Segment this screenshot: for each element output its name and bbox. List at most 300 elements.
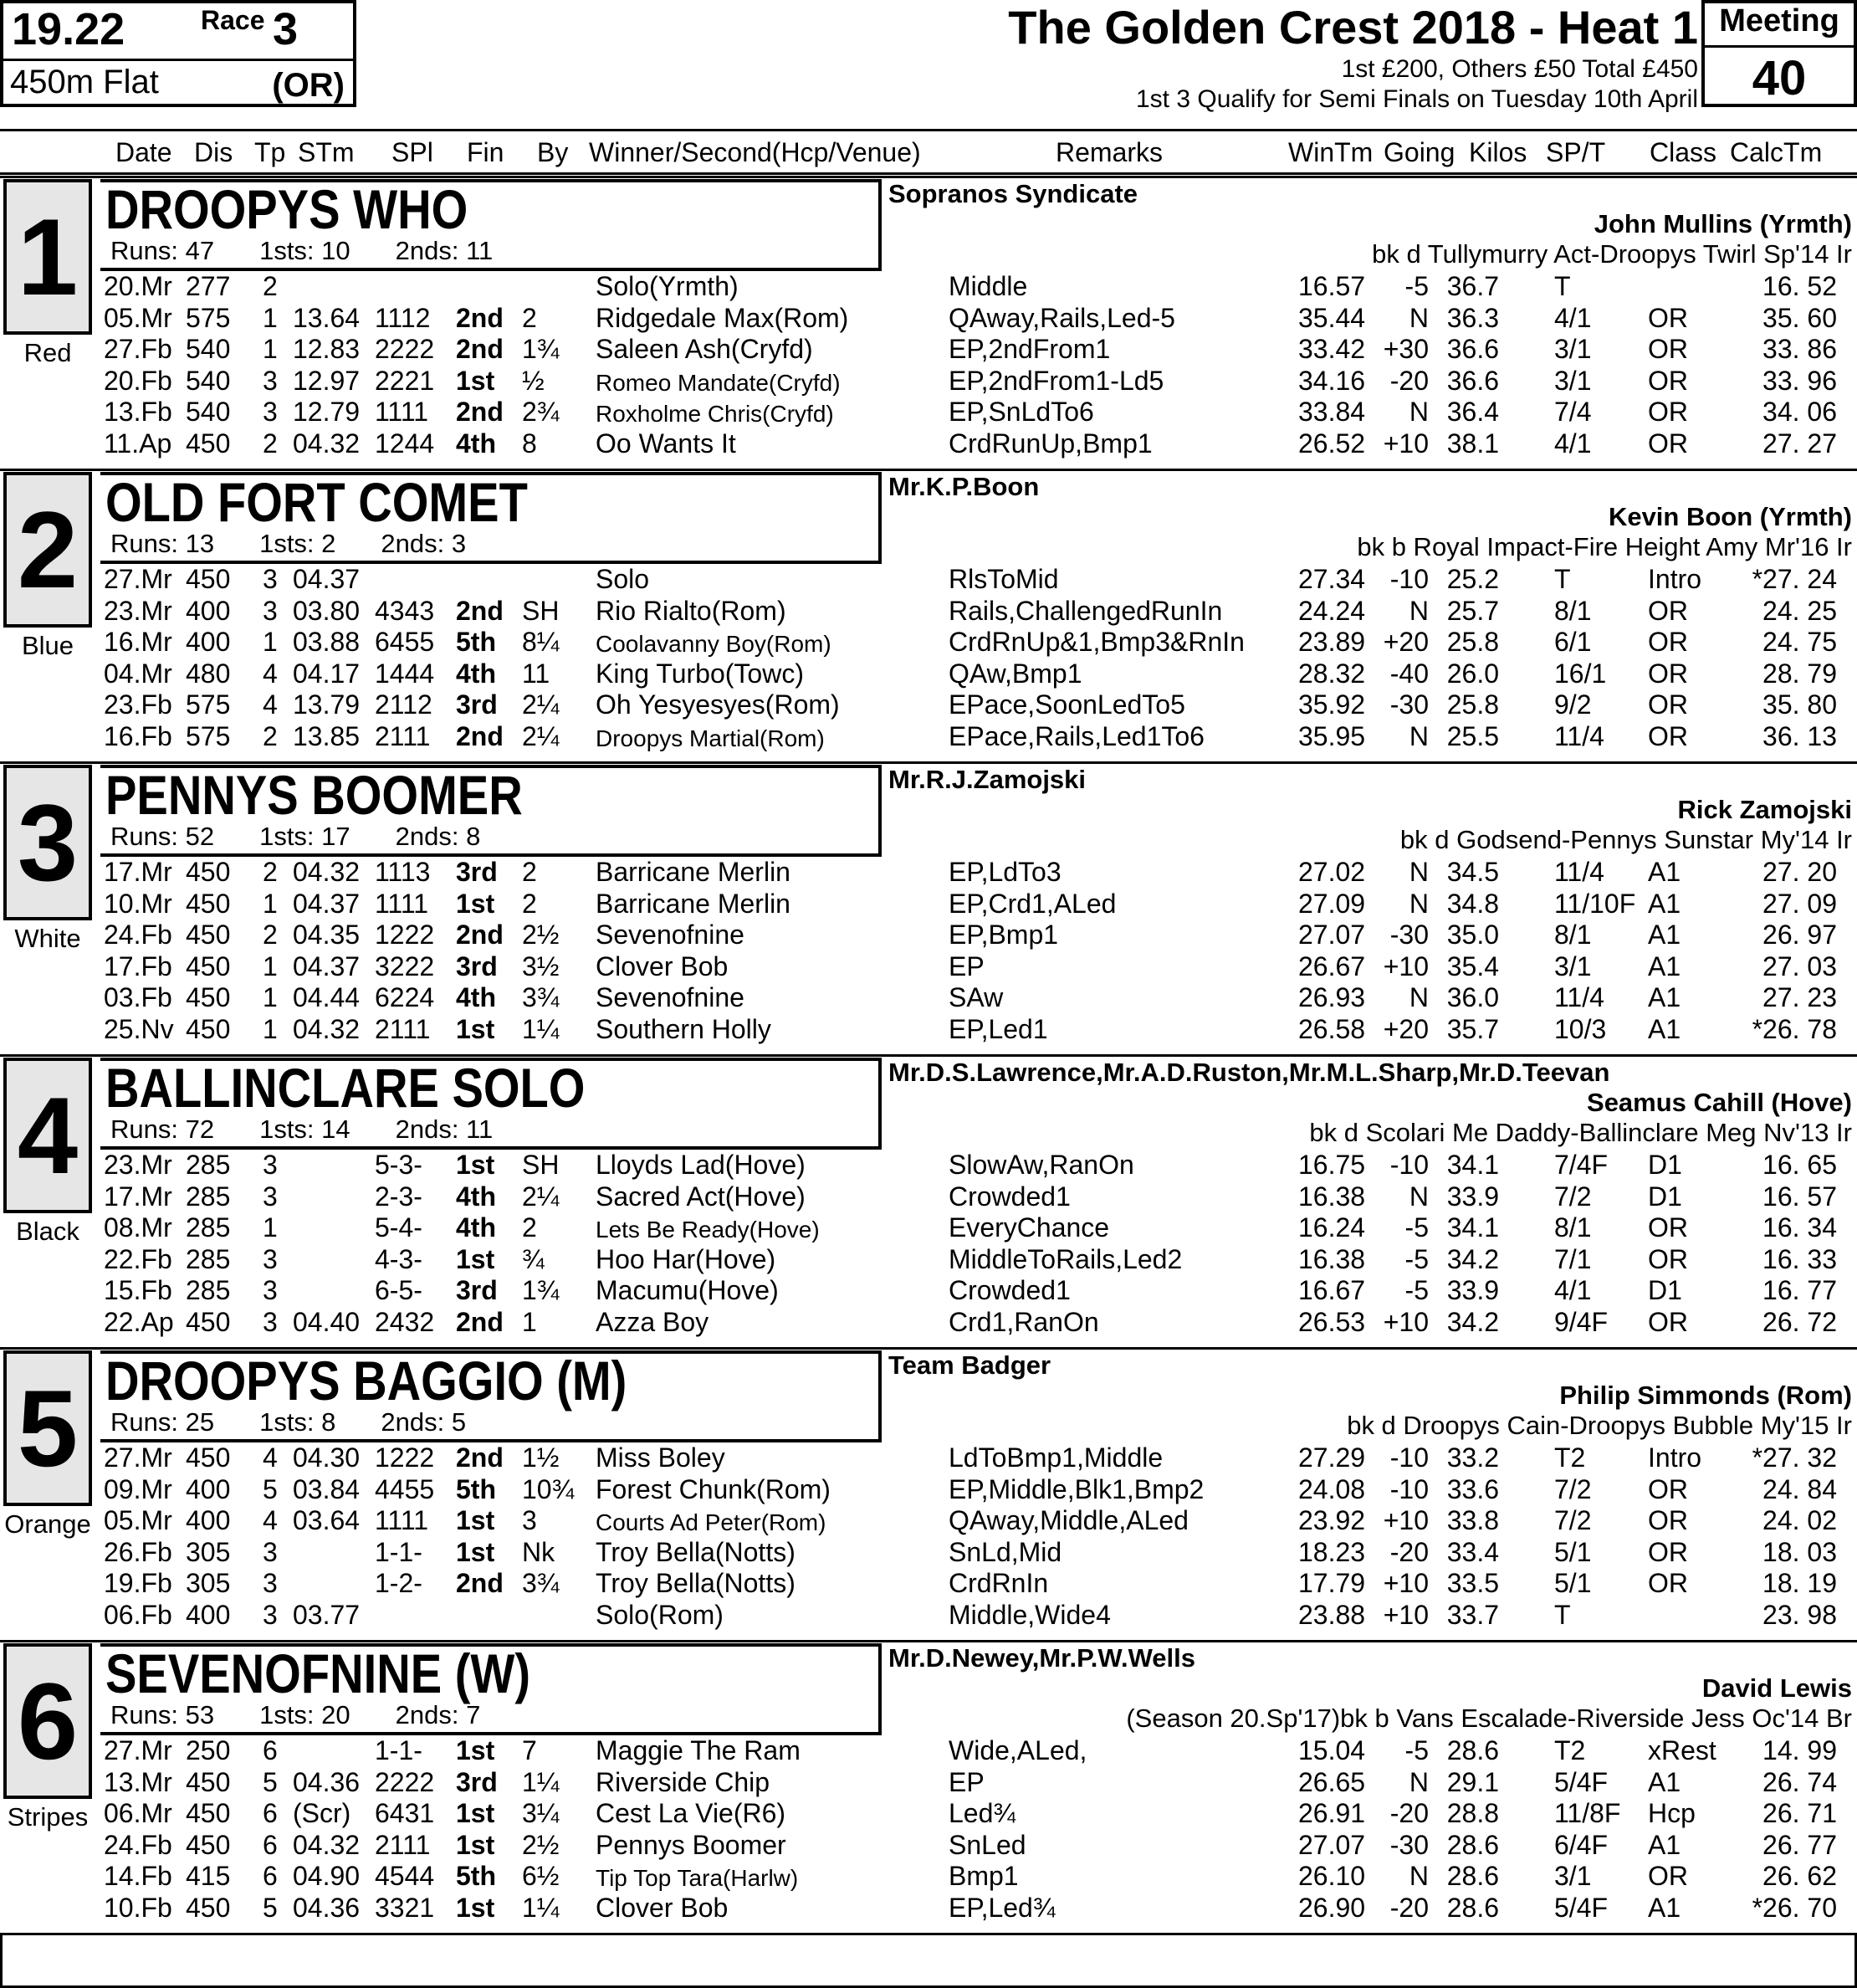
form-cls: A1	[1648, 982, 1681, 1012]
form-cls: A1	[1648, 1829, 1681, 1860]
form-dis: 450	[186, 1442, 231, 1473]
form-tp: 3	[263, 1150, 278, 1180]
form-date: 17.Fb	[104, 950, 172, 981]
trainer: David Lewis	[1701, 1673, 1852, 1703]
form-calc: 26. 72	[1762, 1306, 1837, 1337]
form-fin: 4th	[456, 1181, 496, 1212]
form-winner: Tip Top Tara(Harlw)	[596, 1865, 799, 1891]
form-spt: 9/2	[1554, 689, 1592, 720]
runner-block	[0, 176, 1857, 469]
form-winner: Cest La Vie(R6)	[596, 1798, 786, 1828]
form-spt: 3/1	[1554, 334, 1592, 364]
form-going: N	[1409, 397, 1429, 427]
form-date: 20.Mr	[104, 271, 172, 301]
form-tp: 1	[263, 627, 278, 657]
form-spt: 10/3	[1554, 1013, 1607, 1044]
form-kilos: 33.7	[1446, 1599, 1499, 1630]
form-kilos: 34.8	[1446, 888, 1499, 919]
form-fin: 5th	[456, 1473, 496, 1504]
owner: Mr.D.Newey,Mr.P.W.Wells	[888, 1643, 1195, 1673]
dog-name: PENNYS BOOMER	[105, 764, 523, 826]
form-fin: 1st	[456, 1243, 495, 1274]
form-tp: 6	[263, 1861, 278, 1891]
form-fin: 1st	[456, 1829, 495, 1860]
form-by: 2	[522, 1212, 537, 1242]
form-tp: 2	[263, 271, 278, 301]
form-fin: 4th	[456, 428, 496, 459]
form-calc: 16. 34	[1762, 1212, 1837, 1242]
form-spl: 6455	[375, 627, 435, 657]
form-kilos: 28.6	[1446, 1735, 1499, 1765]
form-cls: OR	[1648, 1505, 1688, 1535]
form-dis: 285	[186, 1181, 231, 1212]
form-calc: 36. 13	[1762, 720, 1837, 751]
form-wintm: 28.32	[1298, 658, 1366, 689]
form-by: 2	[522, 888, 537, 919]
form-wintm: 24.24	[1298, 595, 1366, 626]
form-by: SH	[522, 1150, 560, 1180]
form-winner: Riverside Chip	[596, 1766, 770, 1797]
form-spt: 5/1	[1554, 1536, 1592, 1567]
form-calc: 16. 65	[1762, 1150, 1837, 1180]
trap-colour: Black	[16, 1217, 79, 1246]
form-remarks: SAw	[949, 982, 1004, 1012]
form-wintm: 34.16	[1298, 365, 1366, 396]
form-fin: 2nd	[456, 1442, 504, 1473]
form-remarks: QAway,Rails,Led-5	[949, 302, 1175, 333]
form-going: -5	[1404, 1212, 1429, 1242]
form-winner: Sevenofnine	[596, 982, 744, 1012]
form-calc: 26. 62	[1762, 1861, 1837, 1891]
form-row	[0, 564, 1857, 595]
form-dis: 400	[186, 1473, 231, 1504]
form-spt: 7/4F	[1554, 1150, 1609, 1180]
form-wintm: 35.44	[1298, 302, 1366, 333]
runs-count: Runs: 13	[110, 529, 215, 558]
race-grade: (OR)	[272, 67, 345, 104]
form-wintm: 35.92	[1298, 689, 1366, 720]
form-row	[0, 721, 1857, 752]
form-dis: 277	[186, 271, 231, 301]
form-by: 2¼	[522, 1181, 560, 1212]
form-winner: Lloyds Lad(Hove)	[596, 1150, 806, 1180]
form-row	[0, 303, 1857, 334]
form-fin: 2nd	[456, 1568, 504, 1598]
form-stm: 04.37	[293, 950, 361, 981]
form-tp: 1	[263, 334, 278, 364]
form-fin: 1st	[456, 888, 495, 919]
form-spt: 4/1	[1554, 302, 1592, 333]
form-row	[0, 1537, 1857, 1568]
form-winner: Sevenofnine	[596, 920, 744, 950]
form-by: 1¾	[522, 1275, 560, 1305]
form-stm: 04.30	[293, 1442, 361, 1473]
form-fin: 1st	[456, 1892, 495, 1923]
form-stm: 04.35	[293, 920, 361, 950]
form-winner: Saleen Ash(Cryfd)	[596, 334, 813, 364]
form-by: 2½	[522, 1829, 560, 1860]
form-by: 11	[522, 658, 550, 689]
form-dis: 450	[186, 1798, 231, 1828]
form-stm: 13.79	[293, 689, 361, 720]
form-cls: OR	[1648, 1306, 1688, 1337]
form-fin: 1st	[456, 365, 495, 396]
owner: Mr.D.S.Lawrence,Mr.A.D.Ruston,Mr.M.L.Sharp,Mr.D.Teevan	[888, 1058, 1610, 1087]
form-fin: 4th	[456, 658, 496, 689]
form-spt: 5/4F	[1554, 1892, 1609, 1923]
form-spl: 2111	[375, 1013, 431, 1044]
form-winner: Solo	[596, 564, 650, 594]
form-spl: 6224	[375, 982, 435, 1012]
form-going: -5	[1404, 271, 1429, 301]
breeding: (Season 20.Sp'17)bk b Vans Escalade-Riverside Jess Oc'14 Br	[1126, 1704, 1852, 1733]
form-stm: 04.37	[293, 564, 361, 594]
form-date: 05.Mr	[104, 1505, 172, 1535]
breeding: bk b Royal Impact-Fire Height Amy Mr'16 Ir	[1357, 532, 1852, 561]
form-cls: OR	[1648, 365, 1688, 396]
form-remarks: MiddleToRails,Led2	[949, 1243, 1183, 1274]
form-winner: Oo Wants It	[596, 428, 736, 459]
form-by: 7	[522, 1735, 537, 1765]
form-spl: 2432	[375, 1306, 435, 1337]
dog-name-box	[100, 1058, 882, 1150]
form-calc: *26. 78	[1752, 1013, 1837, 1044]
trap-colour: Red	[23, 338, 72, 367]
form-calc: *27. 24	[1752, 564, 1837, 594]
form-fin: 2nd	[456, 334, 504, 364]
runner-block	[0, 1640, 1857, 1933]
form-date: 23.Mr	[104, 1150, 172, 1180]
wins-count: 1sts: 2	[259, 529, 336, 558]
form-date: 24.Fb	[104, 1829, 172, 1860]
form-tp: 1	[263, 982, 278, 1012]
form-calc: 33. 86	[1762, 334, 1837, 364]
form-kilos: 33.5	[1446, 1568, 1499, 1598]
form-row	[0, 1505, 1857, 1536]
form-kilos: 36.0	[1446, 982, 1499, 1012]
form-row	[0, 428, 1857, 459]
form-dis: 575	[186, 689, 231, 720]
form-date: 20.Fb	[104, 365, 172, 396]
form-calc: 24. 02	[1762, 1505, 1837, 1535]
form-going: -10	[1389, 1150, 1429, 1180]
form-date: 23.Fb	[104, 689, 172, 720]
form-calc: 16. 33	[1762, 1243, 1837, 1274]
breeding: bk d Droopys Cain-Droopys Bubble My'15 Ir	[1347, 1411, 1852, 1440]
form-date: 10.Fb	[104, 1892, 172, 1923]
form-stm: 03.64	[293, 1505, 361, 1535]
form-remarks: Rails,ChallengedRunIn	[949, 595, 1223, 626]
form-date: 06.Fb	[104, 1599, 172, 1630]
form-remarks: QAway,Middle,ALed	[949, 1505, 1189, 1535]
form-going: N	[1409, 1766, 1429, 1797]
runner-block	[0, 1054, 1857, 1347]
form-stm: 13.64	[293, 302, 361, 333]
form-calc: 16. 57	[1762, 1181, 1837, 1212]
form-wintm: 27.02	[1298, 857, 1366, 887]
trap-colour: Blue	[21, 631, 74, 660]
seconds-count: 2nds: 11	[395, 1114, 494, 1144]
race-label: Race	[201, 5, 265, 35]
form-dis: 540	[186, 334, 231, 364]
form-tp: 1	[263, 302, 278, 333]
form-dis: 305	[186, 1568, 231, 1598]
form-row	[0, 1861, 1857, 1892]
form-dis: 285	[186, 1212, 231, 1242]
meeting-box	[1701, 0, 1857, 107]
form-wintm: 24.08	[1298, 1473, 1366, 1504]
form-calc: 35. 60	[1762, 302, 1837, 333]
race-title: The Golden Crest 2018 - Heat 1	[1008, 1, 1698, 54]
form-spl: 1444	[375, 658, 435, 689]
form-winner: Barricane Merlin	[596, 888, 790, 919]
form-spl: 5-4-	[375, 1212, 422, 1242]
form-stm: 04.32	[293, 428, 361, 459]
form-by: 3½	[522, 950, 560, 981]
form-cls: A1	[1648, 857, 1681, 887]
form-wintm: 26.67	[1298, 950, 1366, 981]
form-date: 05.Mr	[104, 302, 172, 333]
form-stm: 04.37	[293, 888, 361, 919]
form-winner: Ridgedale Max(Rom)	[596, 302, 849, 333]
form-fin: 1st	[456, 1150, 495, 1180]
form-dis: 575	[186, 302, 231, 333]
trap-number: 2	[3, 472, 92, 628]
form-spt: 7/2	[1554, 1505, 1592, 1535]
trap-number: 6	[3, 1643, 92, 1799]
race-time: 19.22	[12, 4, 125, 54]
seconds-count: 2nds: 11	[395, 236, 494, 265]
breeding: bk d Godsend-Pennys Sunstar My'14 Ir	[1399, 825, 1852, 854]
form-fin: 2nd	[456, 397, 504, 427]
form-dis: 450	[186, 950, 231, 981]
seconds-count: 2nds: 5	[381, 1407, 467, 1437]
form-spt: T2	[1554, 1442, 1586, 1473]
form-remarks: Bmp1	[949, 1861, 1019, 1891]
form-tp: 3	[263, 1536, 278, 1567]
breeding: bk d Tullymurry Act-Droopys Twirl Sp'14 Ir	[1372, 239, 1852, 269]
form-kilos: 35.0	[1446, 920, 1499, 950]
form-tp: 5	[263, 1473, 278, 1504]
form-going: +10	[1383, 1505, 1429, 1535]
form-stm: 04.32	[293, 857, 361, 887]
form-winner: Miss Boley	[596, 1442, 725, 1473]
form-kilos: 35.4	[1446, 950, 1499, 981]
form-row	[0, 1442, 1857, 1473]
form-calc: *26. 70	[1752, 1892, 1837, 1923]
form-by: 1¼	[522, 1766, 560, 1797]
form-spl: 2111	[375, 720, 431, 751]
form-calc: 26. 77	[1762, 1829, 1837, 1860]
form-calc: 18. 03	[1762, 1536, 1837, 1567]
form-tp: 3	[263, 1275, 278, 1305]
seconds-count: 2nds: 8	[395, 822, 481, 851]
col-kilos: Kilos	[1469, 137, 1527, 167]
form-spl: 3222	[375, 950, 435, 981]
form-winner: Clover Bob	[596, 950, 729, 981]
form-date: 10.Mr	[104, 888, 172, 919]
form-going: +20	[1383, 627, 1429, 657]
form-kilos: 36.7	[1446, 271, 1499, 301]
form-spl: 1244	[375, 428, 435, 459]
form-going: -10	[1389, 1442, 1429, 1473]
form-tp: 2	[263, 428, 278, 459]
seconds-count: 2nds: 3	[381, 529, 467, 558]
form-spl: 1111	[375, 1505, 429, 1535]
form-spl: 1-1-	[375, 1536, 422, 1567]
form-by: ½	[522, 365, 545, 396]
form-going: -10	[1389, 564, 1429, 594]
form-row	[0, 1307, 1857, 1338]
form-spt: 11/10F	[1554, 888, 1636, 919]
col-by: By	[537, 137, 569, 167]
runs-count: Runs: 53	[110, 1700, 215, 1729]
form-cls: A1	[1648, 1013, 1681, 1044]
form-tp: 4	[263, 658, 278, 689]
form-by: 1¾	[522, 334, 560, 364]
form-winner: Hoo Har(Hove)	[596, 1243, 776, 1274]
form-tp: 3	[263, 1306, 278, 1337]
form-dis: 450	[186, 1829, 231, 1860]
form-cls: OR	[1648, 1473, 1688, 1504]
form-remarks: EP,Middle,Blk1,Bmp2	[949, 1473, 1205, 1504]
form-winner: Clover Bob	[596, 1892, 729, 1923]
form-wintm: 23.89	[1298, 627, 1366, 657]
form-dis: 450	[186, 428, 231, 459]
form-spt: 7/2	[1554, 1181, 1592, 1212]
runs-count: Runs: 47	[110, 236, 215, 265]
form-wintm: 26.58	[1298, 1013, 1366, 1044]
form-fin: 4th	[456, 1212, 496, 1242]
form-remarks: EP,Led¾	[949, 1892, 1056, 1923]
form-wintm: 27.07	[1298, 1829, 1366, 1860]
form-winner: Roxholme Chris(Cryfd)	[596, 401, 834, 427]
form-wintm: 26.65	[1298, 1766, 1366, 1797]
form-kilos: 36.6	[1446, 334, 1499, 364]
form-fin: 3rd	[456, 857, 498, 887]
form-remarks: EPace,Rails,Led1To6	[949, 720, 1205, 751]
form-dis: 540	[186, 397, 231, 427]
form-remarks: SlowAw,RanOn	[949, 1150, 1134, 1180]
form-date: 13.Fb	[104, 397, 172, 427]
header-rule	[0, 129, 1857, 131]
wins-count: 1sts: 20	[259, 1700, 350, 1729]
form-row	[0, 596, 1857, 627]
form-by: 8	[522, 428, 537, 459]
form-date: 15.Fb	[104, 1275, 172, 1305]
dog-name-box	[100, 1643, 882, 1735]
form-cls: Hcp	[1648, 1798, 1696, 1828]
form-stm: 12.79	[293, 397, 361, 427]
form-date: 19.Fb	[104, 1568, 172, 1598]
form-wintm: 15.04	[1298, 1735, 1366, 1765]
form-remarks: EP,Led1	[949, 1013, 1048, 1044]
dog-name-box	[100, 179, 882, 271]
seconds-count: 2nds: 7	[395, 1700, 481, 1729]
form-row	[0, 334, 1857, 365]
form-winner: Solo(Rom)	[596, 1599, 724, 1630]
form-remarks: Middle,Wide4	[949, 1599, 1111, 1630]
form-dis: 450	[186, 1766, 231, 1797]
form-winner: Rio Rialto(Rom)	[596, 595, 786, 626]
trainer: Seamus Cahill (Hove)	[1587, 1088, 1852, 1117]
form-by: 1	[522, 1306, 537, 1337]
form-dis: 415	[186, 1861, 231, 1891]
form-going: -10	[1389, 1473, 1429, 1504]
form-date: 08.Mr	[104, 1212, 172, 1242]
footer-box	[0, 1933, 1857, 1988]
form-row	[0, 982, 1857, 1013]
form-cls: OR	[1648, 397, 1688, 427]
form-stm: 04.32	[293, 1013, 361, 1044]
form-remarks: SnLd,Mid	[949, 1536, 1062, 1567]
form-by: 2½	[522, 920, 560, 950]
col-spl: SPl	[391, 137, 433, 167]
form-stm: 03.80	[293, 595, 361, 626]
form-date: 06.Mr	[104, 1798, 172, 1828]
form-remarks: Crowded1	[949, 1275, 1071, 1305]
form-going: N	[1409, 1181, 1429, 1212]
form-row	[0, 397, 1857, 428]
form-cls: OR	[1648, 658, 1688, 689]
form-dis: 480	[186, 658, 231, 689]
form-date: 27.Mr	[104, 1735, 172, 1765]
form-dis: 450	[186, 564, 231, 594]
form-kilos: 33.8	[1446, 1505, 1499, 1535]
form-spl: 4455	[375, 1473, 435, 1504]
form-by: ¾	[522, 1243, 545, 1274]
form-spt: 3/1	[1554, 365, 1592, 396]
form-row	[0, 366, 1857, 397]
form-calc: 16. 52	[1762, 271, 1837, 301]
form-row	[0, 1474, 1857, 1505]
breeding: bk d Scolari Me Daddy-Ballinclare Meg Nv'13 Ir	[1309, 1118, 1852, 1147]
trap-number: 3	[3, 765, 92, 920]
form-calc: 34. 06	[1762, 397, 1837, 427]
form-remarks: QAw,Bmp1	[949, 658, 1082, 689]
form-spl: 1113	[375, 857, 431, 887]
form-calc: 27. 03	[1762, 950, 1837, 981]
dog-name: BALLINCLARE SOLO	[105, 1057, 586, 1119]
form-row	[0, 1150, 1857, 1181]
runs-count: Runs: 25	[110, 1407, 215, 1437]
form-stm: 04.17	[293, 658, 361, 689]
qualify-note: 1st 3 Qualify for Semi Finals on Tuesday 10th April	[1136, 85, 1698, 113]
form-kilos: 28.6	[1446, 1892, 1499, 1923]
career-stats	[110, 236, 493, 266]
form-wintm: 16.38	[1298, 1181, 1366, 1212]
form-cls: OR	[1648, 302, 1688, 333]
form-tp: 3	[263, 1181, 278, 1212]
form-kilos: 25.8	[1446, 689, 1499, 720]
form-cls: D1	[1648, 1275, 1682, 1305]
form-spl: 2221	[375, 365, 435, 396]
form-spt: 8/1	[1554, 595, 1592, 626]
form-row	[0, 1600, 1857, 1631]
runs-count: Runs: 72	[110, 1114, 215, 1144]
form-kilos: 36.3	[1446, 302, 1499, 333]
form-wintm: 33.42	[1298, 334, 1366, 364]
form-remarks: EP,2ndFrom1-Ld5	[949, 365, 1164, 396]
form-going: N	[1409, 595, 1429, 626]
form-by: 8¼	[522, 627, 560, 657]
form-cls: A1	[1648, 950, 1681, 981]
form-spt: T2	[1554, 1735, 1586, 1765]
form-fin: 1st	[456, 1735, 495, 1765]
form-dis: 575	[186, 720, 231, 751]
form-fin: 2nd	[456, 920, 504, 950]
form-cls: OR	[1648, 428, 1688, 459]
